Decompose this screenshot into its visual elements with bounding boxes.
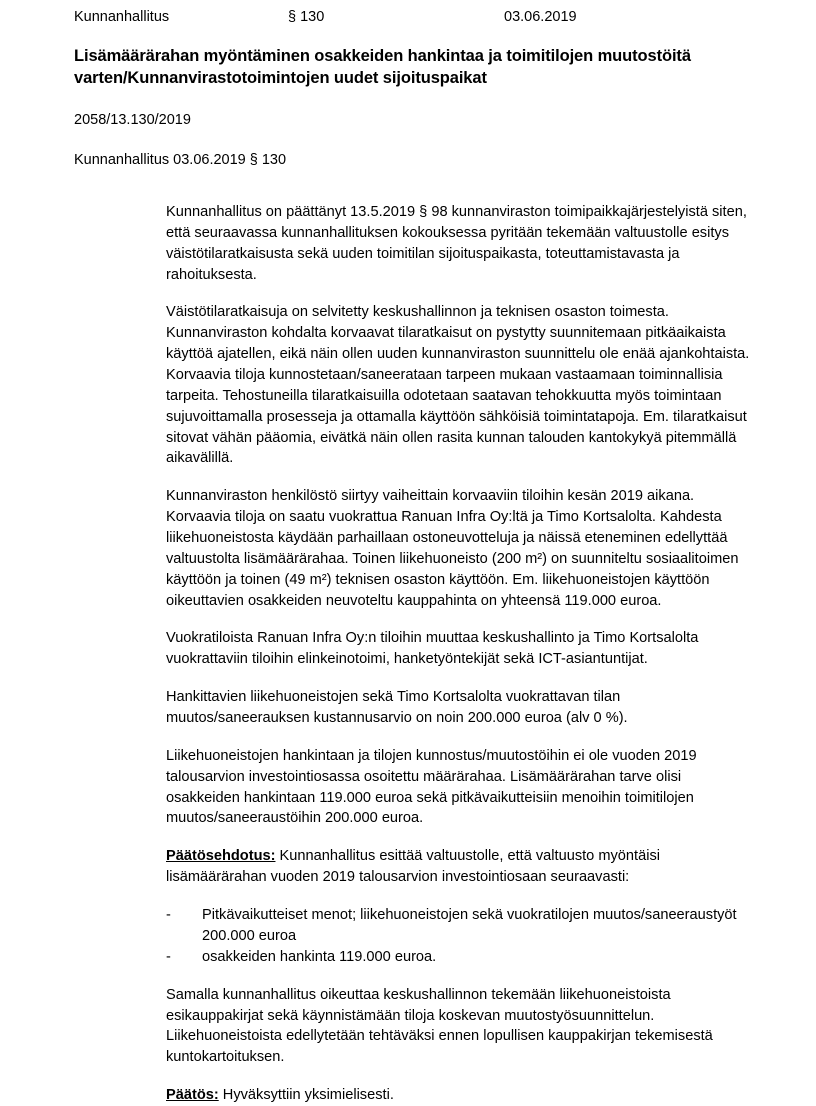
list-item <box>166 947 754 968</box>
list-item-label: osakkeiden hankinta 119.000 euroa. <box>202 948 437 965</box>
paragraph-3: Kunnanviraston henkilöstö siirtyy vaiheittain korvaaviin tiloihin kesän 2019 aikana. Korvaavia tiloja on saatu vuokrattua Ranuan Infra Oy:ltä ja Timo Kortsalolta. Kahdesta liikehuoneistosta käydään parhaillaan ostoneuvotteluja ja näissä eteneminen edellyttää valtuustolta lisämäärärahaa. Toinen liikehuoneisto (200 m²) on suunniteltu sosiaalitoimen käyttöön ja toinen (49 m²) teknisen osaston käyttöön. Em. liikehuoneistojen käyttöön oikeuttavien osakkeiden neuvoteltu kauppahinta on yhteensä 119.000 euroa. <box>166 488 739 609</box>
decision-proposal-label: Päätösehdotus: <box>166 848 276 865</box>
decision-label: Päätös: <box>166 1087 219 1104</box>
paragraph-2: Väistötilaratkaisuja on selvitetty keskushallinnon ja teknisen osaston toimesta. Kunnanviraston kohdalta korvaavat tilaratkaisut on pystytty suunnitemaan pitkäaikaista käyttöä ajatellen, eikä näin ollen uuden kunnanviraston suunnittelu ole enää ajankohtaista. Korvaavia tiloja kunnostetaan/saneerataan tarpeen mukaan vastaamaan toiminnallisia tarpeita. Tehostuneilla tilaratkaisuilla odotetaan saatavan tehokkuutta myös toimintaan sujuvoittamalla prosesseja ja ottamalla käyttöön sähköisiä toimintatapoja. Em. tilaratkaisut sitovat vähän pääomia, eivätkä näin ollen rasita kunnan talouden kantokykyä pitemmällä aikavälillä. <box>166 304 750 467</box>
paragraph-1: Kunnanhallitus on päättänyt 13.5.2019 § 98 kunnanviraston toimipaikkajärjestelyistä siten, että seuraavassa kunnanhallituksen kokouksessa pyritään tekemään valtuustolle esitys väistötilaratkaisusta sekä uuden toimitilan sijoituspaikasta, toteuttamistavasta ja rahoituksesta. <box>166 204 747 283</box>
decision-text: Hyväksyttiin yksimielisesti. <box>218 1087 394 1104</box>
header-date: 03.06.2019 <box>504 9 577 25</box>
paragraph-4: Vuokratiloista Ranuan Infra Oy:n tiloihin muuttaa keskushallinto ja Timo Kortsalolta vuokrattaviin tiloihin elinkeinotoimi, hanketyöntekijät sekä ICT-asiantuntijat. <box>166 630 699 668</box>
closing-paragraph: Samalla kunnanhallitus oikeuttaa keskushallinnon tekemään liikehuoneistoista esikauppakirjat sekä käynnistämään tiloja koskevan muutostyösuunnittelun. Liikehuoneistoista edellytetään tehtäväksi ennen lopullisen kauppakirjan tekemisestä kuntokartoituksen. <box>166 986 713 1066</box>
decision-proposal-text: Kunnanhallitus esittää valtuustolle, että valtuusto myöntäisi lisämäärärahan vuoden 2019 talousarvion investointiosaan seuraavasti: <box>166 848 660 886</box>
header-organ: Kunnanhallitus <box>74 9 170 25</box>
list-item-dash: - <box>166 907 171 924</box>
header-section-number: § 130 <box>288 9 325 25</box>
document-meta-line: Kunnanhallitus 03.06.2019 § 130 <box>74 152 287 168</box>
decision-paragraph <box>166 1085 754 1106</box>
document-identifier: 2058/13.130/2019 <box>74 112 191 128</box>
document-header <box>74 8 760 26</box>
paragraph-5: Hankittavien liikehuoneistojen sekä Timo Kortsalolta vuokrattavan tilan muutos/saneerauksen kustannusarvio on noin 200.000 euroa (alv 0 %). <box>166 689 628 727</box>
list-item-label: Pitkävaikutteiset menot; liikehuoneistojen sekä vuokratilojen muutos/saneeraustyöt 200.000 euroa <box>202 907 737 944</box>
decision-proposal-list <box>166 905 754 968</box>
page-title: Lisämäärärahan myöntäminen osakkeiden hankintaa ja toimitilojen muutostöitä varten/Kunnanvirastotoimintojen uudet sijoituspaikat <box>74 47 691 88</box>
list-item <box>166 905 754 947</box>
paragraph-6: Liikehuoneistojen hankintaan ja tilojen kunnostus/muutostöihin ei ole vuoden 2019 talousarvion investointiosassa osoitettu määrärahaa. Lisämäärärahan tarve olisi osakkeiden hankintaan 119.000 euroa sekä pitkävaikutteisiin menoihin toimitilojen muutos/saneeraustöihin 200.000 euroa. <box>166 747 697 827</box>
list-item-dash: - <box>166 948 171 965</box>
document-body <box>74 202 760 1106</box>
decision-proposal-paragraph <box>166 846 754 888</box>
